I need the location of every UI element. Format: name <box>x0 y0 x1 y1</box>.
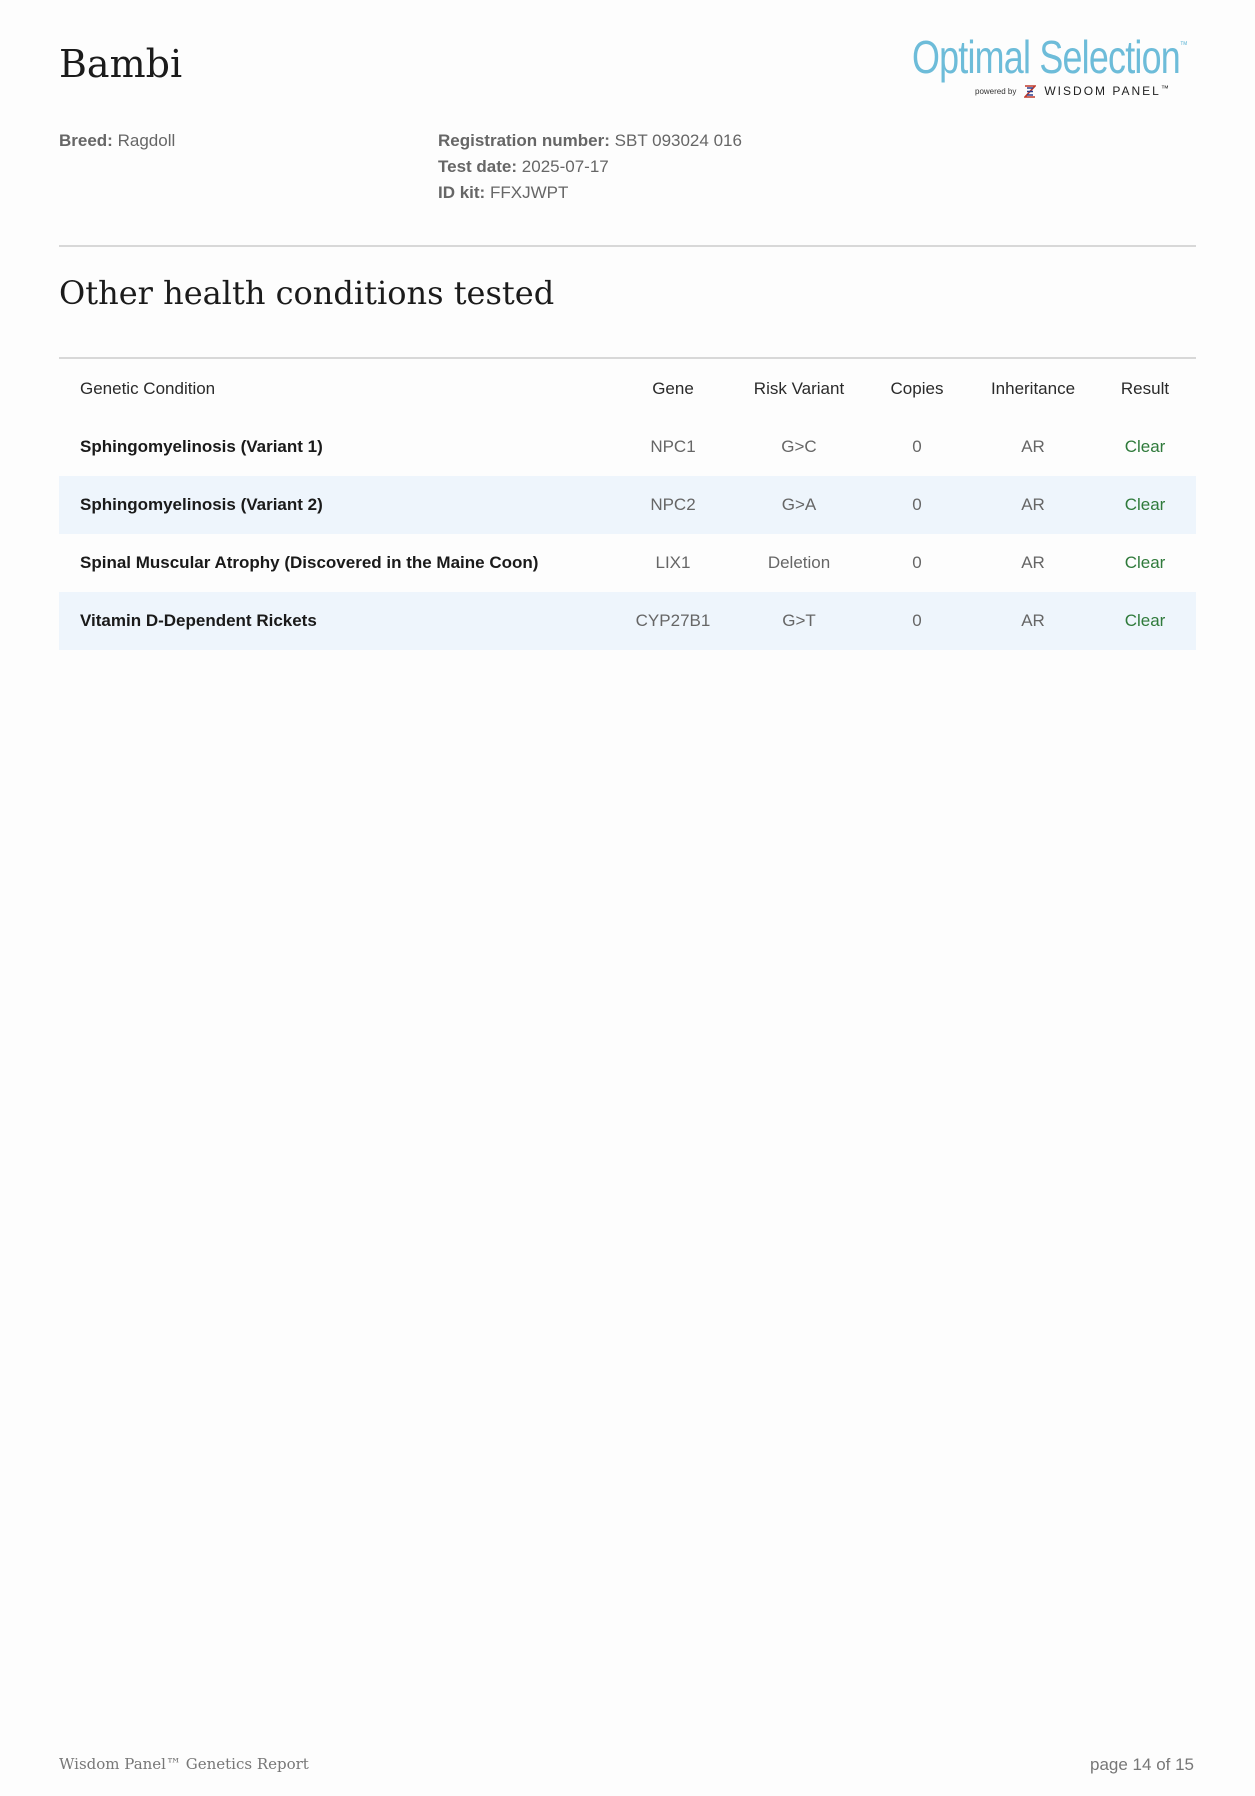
table-row <box>59 534 1196 592</box>
test-date-line <box>438 154 742 180</box>
section-title: Other health conditions tested <box>59 274 555 312</box>
inheritance-cell: AR <box>972 592 1094 650</box>
meta-right <box>438 128 742 206</box>
header-copies: Copies <box>890 379 944 398</box>
wisdom-panel-mark-icon <box>1024 85 1036 98</box>
result-cell: Clear <box>1094 476 1196 534</box>
test-date-value: 2025-07-17 <box>521 157 609 176</box>
breed-line <box>59 128 175 154</box>
registration-label: Registration number: <box>438 131 610 150</box>
risk-variant-cell: G>A <box>736 476 862 534</box>
condition-cell: Vitamin D-Dependent Rickets <box>59 592 610 650</box>
result-cell: Clear <box>1124 437 1166 456</box>
gene-cell: CYP27B1 <box>610 592 736 650</box>
pet-name: Bambi <box>59 42 183 86</box>
registration-value: SBT 093024 016 <box>614 131 742 150</box>
condition-cell: Sphingomyelinosis (Variant 1) <box>80 437 323 456</box>
gene-cell: NPC1 <box>650 437 696 456</box>
inheritance-cell: AR <box>1021 553 1045 572</box>
header-condition: Genetic Condition <box>80 379 216 398</box>
inheritance-cell: AR <box>1021 437 1045 456</box>
id-kit-label: ID kit: <box>438 183 486 202</box>
health-conditions-table <box>59 360 1196 650</box>
table-header-row <box>59 360 1196 418</box>
gene-cell: NPC2 <box>610 476 736 534</box>
logo-wordmark <box>912 32 1187 83</box>
condition-cell: Spinal Muscular Atrophy (Discovered in the Maine Coon) <box>80 553 539 572</box>
breed-value: Ragdoll <box>117 131 176 150</box>
header-result: Result <box>1120 379 1170 398</box>
condition-cell: Sphingomyelinosis (Variant 2) <box>59 476 610 534</box>
id-kit-line <box>438 180 742 206</box>
footer-report-name: Wisdom Panel™ Genetics Report <box>59 1755 309 1773</box>
logo-powered-by-text: powered by <box>975 86 1017 96</box>
header-divider <box>59 245 1196 247</box>
logo-partner-trademark: ™ <box>1160 84 1171 93</box>
risk-variant-cell: G>C <box>781 437 817 456</box>
logo-trademark: ™ <box>1179 40 1187 51</box>
meta-left <box>59 128 175 154</box>
registration-line <box>438 128 742 154</box>
test-date-label: Test date: <box>438 157 518 176</box>
copies-cell: 0 <box>912 553 922 572</box>
footer-page-number: page 14 of 15 <box>1090 1755 1194 1774</box>
table-row <box>59 418 1196 476</box>
logo-partner: WISDOM PANEL™ <box>1044 84 1171 98</box>
logo-powered-by <box>975 84 1171 98</box>
header-risk-variant: Risk Variant <box>753 379 845 398</box>
result-cell: Clear <box>1124 553 1166 572</box>
copies-cell: 0 <box>862 592 972 650</box>
gene-cell: LIX1 <box>655 553 691 572</box>
table-row <box>59 476 1196 534</box>
id-kit-value: FFXJWPT <box>489 183 569 202</box>
header-gene: Gene <box>652 379 694 398</box>
result-cell: Clear <box>1094 592 1196 650</box>
logo-name: Optimal Selection <box>912 31 1180 83</box>
optimal-selection-logo <box>900 32 1190 102</box>
header-inheritance: Inheritance <box>990 379 1076 398</box>
table-row <box>59 592 1196 650</box>
risk-variant-cell: Deletion <box>767 553 831 572</box>
copies-cell: 0 <box>912 437 922 456</box>
risk-variant-cell: G>T <box>736 592 862 650</box>
breed-label: Breed: <box>59 131 113 150</box>
inheritance-cell: AR <box>972 476 1094 534</box>
section-divider <box>59 357 1196 359</box>
copies-cell: 0 <box>862 476 972 534</box>
